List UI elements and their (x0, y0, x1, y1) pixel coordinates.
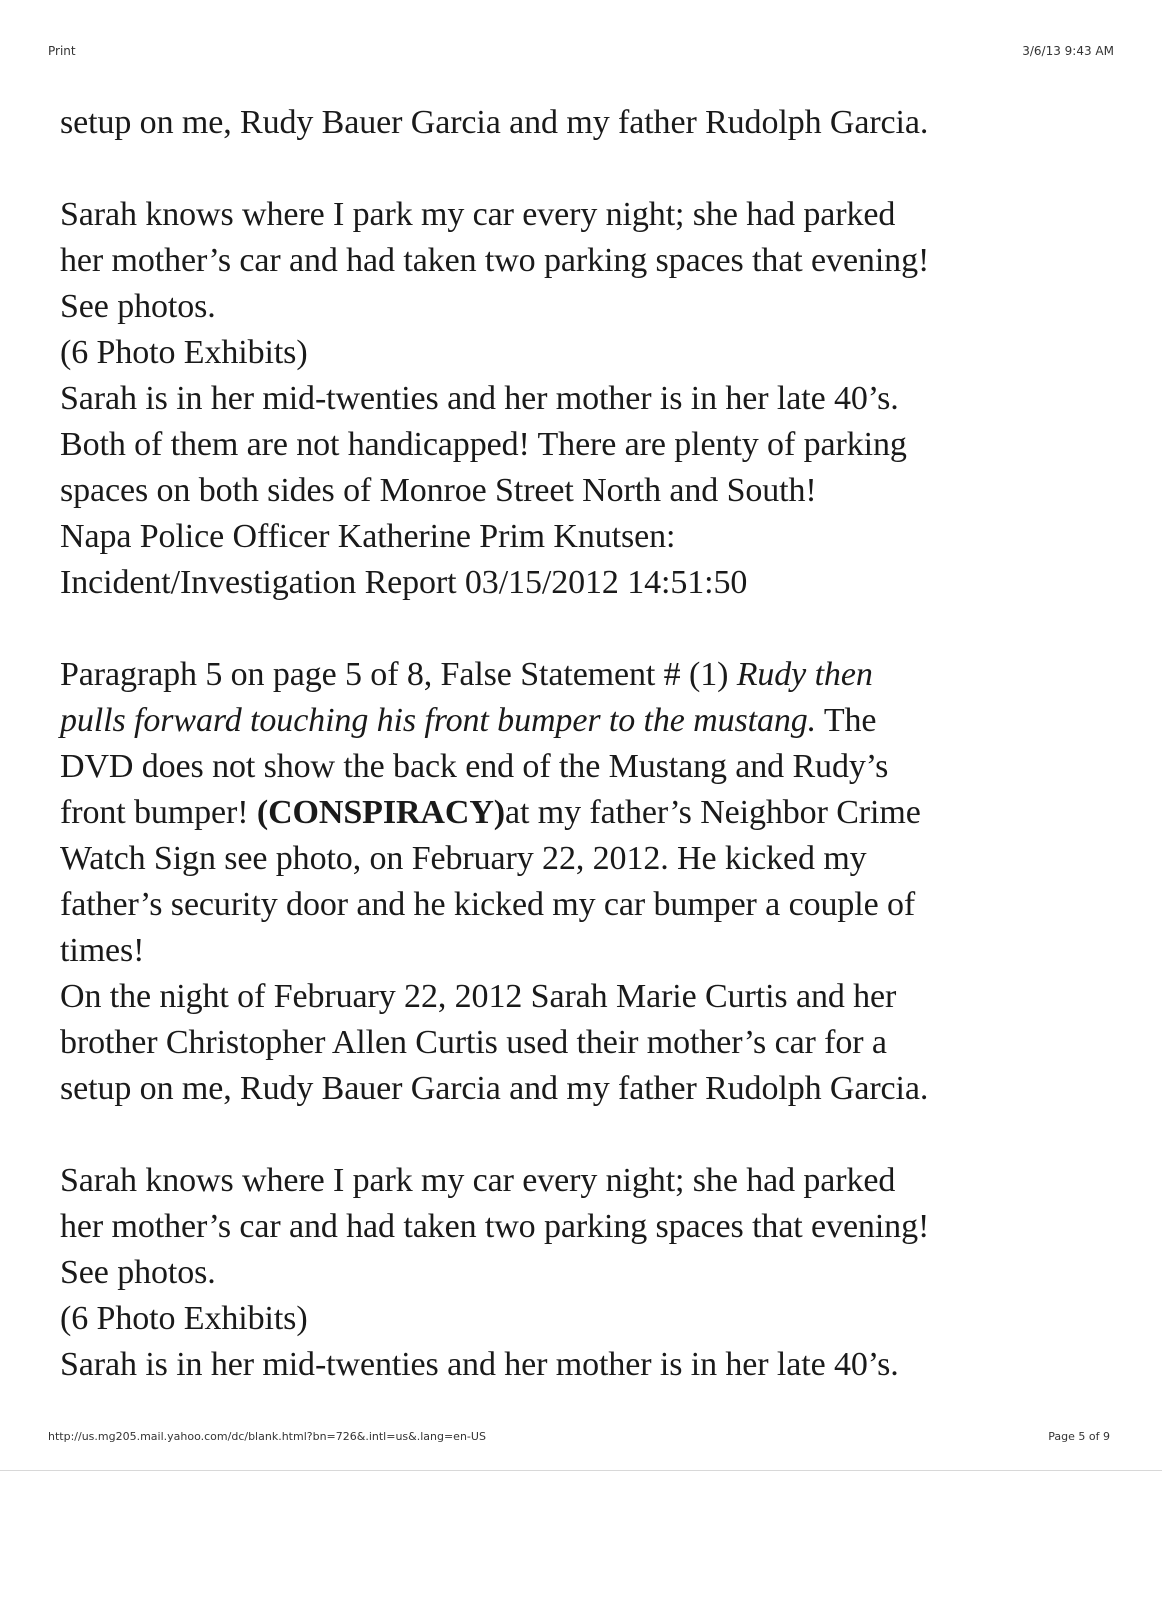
body-line: her mother’s car and had taken two parking spaces that evening! (60, 242, 930, 279)
body-line: DVD does not show the back end of the Mustang and Rudy’s (60, 748, 889, 785)
body-line: On the night of February 22, 2012 Sarah Marie Curtis and her (60, 978, 897, 1015)
page-url: http://us.mg205.mail.yahoo.com/dc/blank.html?bn=726&.intl=us&.lang=en-US (48, 1430, 486, 1443)
body-line: Sarah is in her mid-twenties and her mother is in her late 40’s. (60, 1346, 899, 1383)
body-line: Sarah knows where I park my car every night; she had parked (60, 196, 896, 233)
body-text: at my father’s Neighbor Crime (505, 794, 921, 831)
body-line: See photos. (60, 288, 216, 325)
body-line: Napa Police Officer Katherine Prim Knutsen: (60, 518, 676, 555)
paragraph-gap (60, 606, 1130, 652)
quoted-statement: Rudy then (736, 656, 873, 693)
body-line: brother Christopher Allen Curtis used their mother’s car for a (60, 1024, 887, 1061)
paragraph-gap (60, 146, 1130, 192)
body-line: setup on me, Rudy Bauer Garcia and my father Rudolph Garcia. (60, 1070, 929, 1107)
quoted-statement: pulls forward touching his front bumper to the mustang. (60, 702, 817, 739)
body-line (60, 790, 1130, 836)
conspiracy-emphasis: (CONSPIRACY) (256, 794, 505, 831)
body-line: (6 Photo Exhibits) (60, 1300, 308, 1337)
document-body (60, 100, 1130, 1388)
body-line: Sarah knows where I park my car every night; she had parked (60, 1162, 896, 1199)
body-line: See photos. (60, 1254, 216, 1291)
print-timestamp: 3/6/13 9:43 AM (1022, 44, 1114, 58)
body-line (60, 652, 1130, 698)
page-number: Page 5 of 9 (1048, 1430, 1110, 1443)
body-line: Both of them are not handicapped! There are plenty of parking (60, 426, 907, 463)
body-line: spaces on both sides of Monroe Street North and South! (60, 472, 817, 509)
body-text: front bumper! (60, 794, 257, 831)
body-line: father’s security door and he kicked my car bumper a couple of (60, 886, 916, 923)
body-line: setup on me, Rudy Bauer Garcia and my father Rudolph Garcia. (60, 104, 929, 141)
body-line: times! (60, 932, 145, 969)
paragraph-gap (60, 1112, 1130, 1158)
body-line (60, 698, 1130, 744)
body-line: (6 Photo Exhibits) (60, 334, 308, 371)
body-line: Sarah is in her mid-twenties and her mother is in her late 40’s. (60, 380, 899, 417)
body-text: The (816, 702, 877, 739)
body-line: her mother’s car and had taken two parking spaces that evening! (60, 1208, 930, 1245)
body-text: Paragraph 5 on page 5 of 8, False Statement # (1) (60, 656, 737, 693)
body-line: Watch Sign see photo, on February 22, 2012. He kicked my (60, 840, 867, 877)
page-bottom-divider (0, 1470, 1162, 1471)
body-line: Incident/Investigation Report 03/15/2012 14:51:50 (60, 564, 748, 601)
print-header-label: Print (48, 44, 76, 58)
